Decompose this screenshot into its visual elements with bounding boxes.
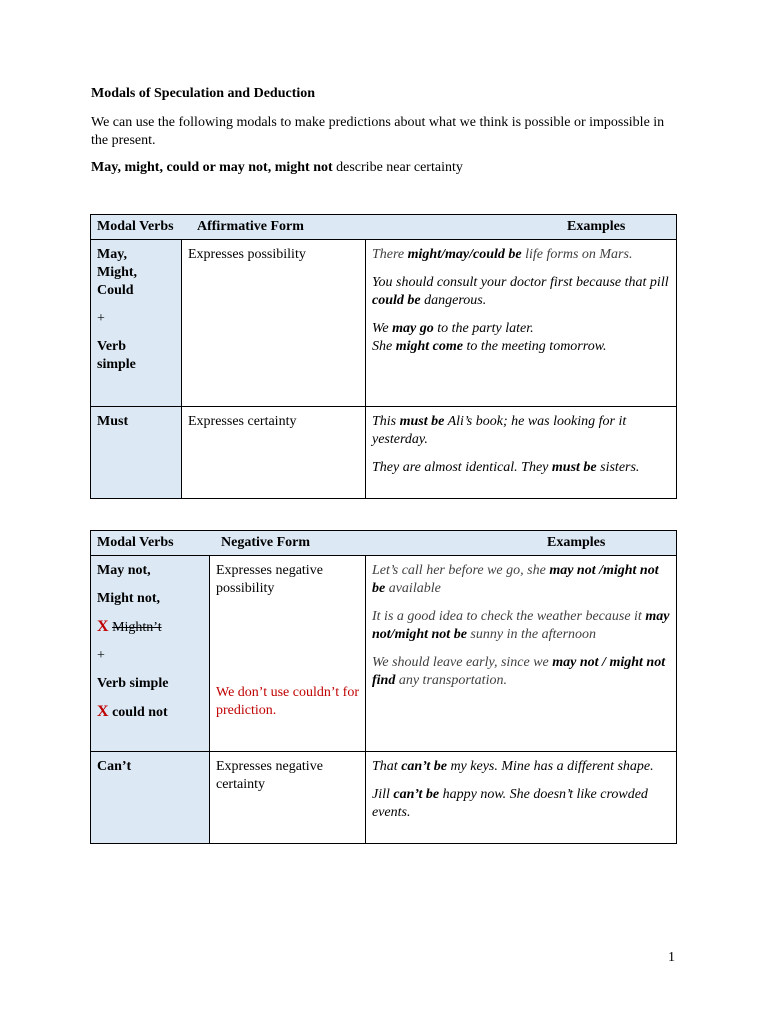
page-number: 1 — [668, 950, 675, 965]
modal-word: Verb — [97, 339, 127, 354]
example-text: Let’s call her before we go, she may not /might not be available — [372, 563, 659, 596]
intro-paragraph: We can use the following modals to make predictions about what we think is possible or impossible in the present. — [91, 115, 665, 148]
header-affirmative-form: Affirmative Form — [197, 219, 304, 234]
negative-table — [90, 530, 677, 844]
modal-word: X Mightn’t — [97, 618, 162, 635]
example-text: That can’t be my keys. Mine has a different shape. — [372, 759, 654, 774]
modal-word: Must — [97, 414, 129, 429]
modal-cell — [91, 407, 182, 499]
examples-cell — [366, 556, 677, 752]
page-title: Modals of Speculation and Deduction — [91, 86, 316, 101]
summary-rest: describe near certainty — [332, 160, 463, 175]
example-text: You should consult your doctor first because that pill could be dangerous. — [372, 275, 669, 308]
modal-plus: + — [97, 311, 105, 326]
table-header — [91, 215, 677, 240]
examples-cell — [366, 407, 677, 499]
table-row — [91, 556, 677, 752]
examples-cell — [366, 752, 677, 844]
examples-cell — [366, 240, 677, 407]
table-row — [91, 407, 677, 499]
cross-icon: X — [97, 703, 109, 720]
prediction-note: We don’t use couldn’t for prediction. — [216, 685, 359, 718]
modal-word: May not, — [97, 563, 151, 578]
table-header — [91, 531, 677, 556]
example-text: We may go to the party later. She might come to the meeting tomorrow. — [372, 321, 607, 354]
form-cell: Expresses certainty — [182, 407, 366, 499]
example-text: It is a good idea to check the weather because it may not/might not be sunny in the afternoon — [372, 609, 670, 642]
form-cell: Expresses negative certainty — [210, 752, 366, 844]
modal-word: Might not, — [97, 591, 160, 606]
modal-word: May, — [97, 247, 127, 262]
modal-cell — [91, 752, 210, 844]
header-modal-verbs: Modal Verbs — [97, 219, 174, 234]
form-cell: Expresses possibility — [182, 240, 366, 407]
form-text: Expresses negative possibility — [216, 563, 323, 596]
modal-word: Could — [97, 283, 134, 298]
modal-word: X could not — [97, 703, 168, 720]
header-examples: Examples — [547, 535, 606, 550]
modal-word: Verb simple — [97, 676, 169, 691]
modal-plus: + — [97, 648, 105, 663]
table-row — [91, 752, 677, 844]
example-text: This must be Ali’s book; he was looking for it yesterday. — [372, 414, 627, 447]
modal-word: Might, — [97, 265, 138, 280]
form-cell — [210, 556, 366, 752]
cross-icon: X — [97, 618, 109, 635]
header-negative-form: Negative Form — [221, 535, 311, 550]
example-text: They are almost identical. They must be sisters. — [372, 460, 640, 475]
table-row — [91, 240, 677, 407]
header-examples: Examples — [567, 219, 626, 234]
example-text: Jill can’t be happy now. She doesn’t like crowded events. — [372, 787, 648, 820]
example-text: There might/may/could be life forms on Mars. — [372, 247, 633, 262]
table-header-row — [91, 531, 677, 556]
affirmative-table — [90, 214, 677, 499]
header-modal-verbs: Modal Verbs — [97, 535, 174, 550]
table-header-row — [91, 215, 677, 240]
modal-cell — [91, 240, 182, 407]
summary-line — [91, 160, 463, 176]
summary-bold: May, might, could or may not, might not — [91, 160, 333, 175]
modal-cell — [91, 556, 210, 752]
modal-word: simple — [97, 357, 136, 372]
example-text: We should leave early, since we may not / might not find any transportation. — [372, 655, 666, 688]
modal-word: Can’t — [97, 759, 132, 774]
